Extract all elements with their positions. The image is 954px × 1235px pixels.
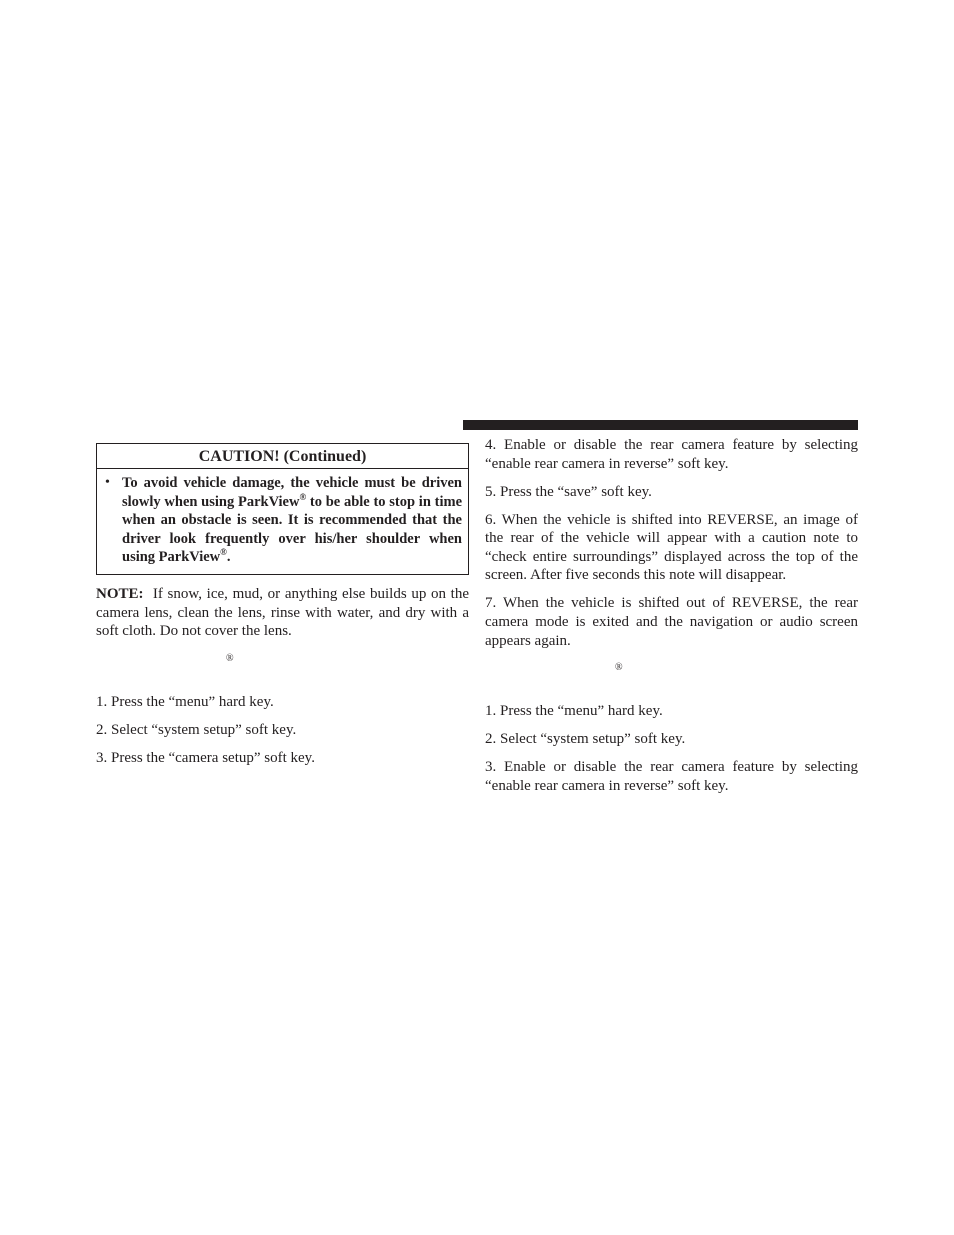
bullet-icon: • — [105, 475, 110, 490]
caution-body — [97, 469, 468, 574]
left-column — [96, 443, 469, 767]
caution-text-part3: . — [226, 549, 231, 566]
registered-mark: ® — [220, 547, 227, 558]
step-item: 2. Select “system setup” soft key. — [96, 721, 297, 738]
caution-title: CAUTION! (Continued) — [97, 444, 468, 469]
step-item: 4. Enable or disable the rear camera feature by selecting “enable rear camera in reverse” soft key. — [485, 437, 858, 472]
step-item: 6. When the vehicle is shifted into REVERSE, an image of the rear of the vehicle will appear with a caution note to “check entire surroundings” displayed across the top of the screen. After five seconds this note will disappear. — [485, 511, 858, 584]
note-text: If snow, ice, mud, or anything else builds up on the camera lens, clean the lens, rinse with water, and dry with a soft cloth. Do not cover the lens. — [96, 585, 469, 640]
note-label: NOTE: — [96, 585, 144, 602]
caution-box — [96, 443, 469, 575]
step-item: 3. Enable or disable the rear camera feature by selecting “enable rear camera in reverse” soft key. — [485, 759, 858, 794]
step-item: 2. Select “system setup” soft key. — [485, 731, 686, 748]
heading-placeholder — [96, 651, 469, 693]
caution-text-part2: to be able to stop in time when an obstacle is seen. It is recommended that the driver look frequently over his/her shoulder when using ParkView — [122, 493, 462, 566]
heading-placeholder — [485, 660, 858, 702]
note-paragraph — [96, 585, 469, 641]
step-item: 1. Press the “menu” hard key. — [485, 703, 663, 720]
right-column — [485, 436, 858, 795]
step-item: 1. Press the “menu” hard key. — [96, 693, 274, 710]
caution-text — [122, 474, 462, 567]
step-item: 7. When the vehicle is shifted out of REVERSE, the rear camera mode is exited and the navigation or audio screen appears again. — [485, 595, 858, 649]
caution-bullet-item — [105, 474, 462, 567]
step-item: 3. Press the “camera setup” soft key. — [96, 749, 315, 766]
caution-text-part1: To avoid vehicle damage, the vehicle must be driven slowly when using ParkView — [122, 475, 462, 510]
section-header-bar — [463, 420, 858, 430]
registered-mark: ® — [299, 491, 307, 502]
step-item: 5. Press the “save” soft key. — [485, 483, 652, 500]
left-steps-list — [96, 693, 469, 768]
registered-mark: ® — [615, 662, 623, 674]
registered-mark: ® — [226, 652, 234, 664]
